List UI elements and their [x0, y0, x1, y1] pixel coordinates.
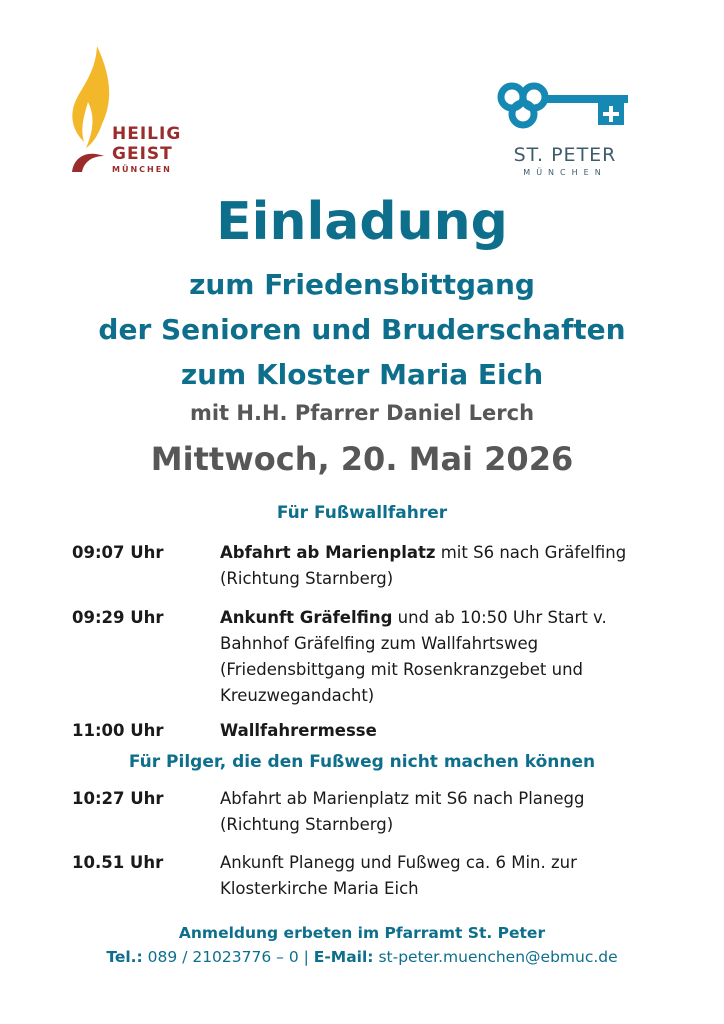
page-title: Einladung	[216, 192, 508, 252]
schedule-time: 11:00 Uhr	[72, 721, 164, 740]
key-icon	[490, 76, 640, 142]
subtitle-line-1: zum Friedensbittgang	[189, 268, 535, 301]
logo-geist-text: GEIST	[112, 144, 173, 164]
heilig-geist-logo	[62, 44, 202, 179]
logo-heilig-text: HEILIG	[112, 124, 182, 144]
schedule-text: Wallfahrermesse	[220, 721, 377, 740]
priest-line: mit H.H. Pfarrer Daniel Lerch	[189, 401, 535, 425]
subtitle-line-3: zum Kloster Maria Eich	[180, 358, 544, 391]
event-date: Mittwoch, 20. Mai 2026	[150, 440, 574, 478]
section-heading-pilgrims: Für Pilger, die den Fußweg nicht machen können	[128, 752, 596, 772]
logo-muenchen-text: MÜNCHEN	[523, 168, 607, 177]
logo-muenchen-text: MÜNCHEN	[112, 165, 172, 174]
tel-label: Tel.:	[106, 948, 143, 966]
email-link[interactable]: st-peter.muenchen@ebmuc.de	[373, 948, 618, 966]
logo-st-peter-text: ST. PETER	[513, 144, 617, 166]
schedule-time: 09:29 Uhr	[72, 608, 164, 627]
contact-line	[0, 948, 724, 966]
schedule-text: Abfahrt ab Marienplatz mit S6 nach Planegg (Richtung Starnberg)	[220, 789, 585, 834]
section-heading-walkers: Für Fußwallfahrer	[276, 503, 448, 523]
schedule-time: 09:07 Uhr	[72, 543, 164, 562]
schedule-text: Ankunft Planegg und Fußweg ca. 6 Min. zur Klosterkirche Maria Eich	[220, 853, 577, 898]
schedule-text: Ankunft Gräfelfing und ab 10:50 Uhr Start v. Bahnhof Gräfelfing zum Wallfahrtsweg (Friedensbittgang mit Rosenkranzgebet und Kreuzwegandacht)	[220, 608, 607, 705]
tel-value: 089 / 21023776 – 0 |	[142, 948, 314, 966]
subtitle-line-2: der Senioren und Bruderschaften	[98, 313, 626, 346]
st-peter-logo	[490, 76, 640, 182]
registration-note: Anmeldung erbeten im Pfarramt St. Peter	[178, 924, 546, 942]
schedule-time: 10.51 Uhr	[72, 853, 164, 872]
schedule-time: 10:27 Uhr	[72, 789, 164, 808]
mail-label: E-Mail:	[313, 948, 374, 966]
schedule-text: Abfahrt ab Marienplatz mit S6 nach Gräfelfing (Richtung Starnberg)	[220, 543, 627, 588]
